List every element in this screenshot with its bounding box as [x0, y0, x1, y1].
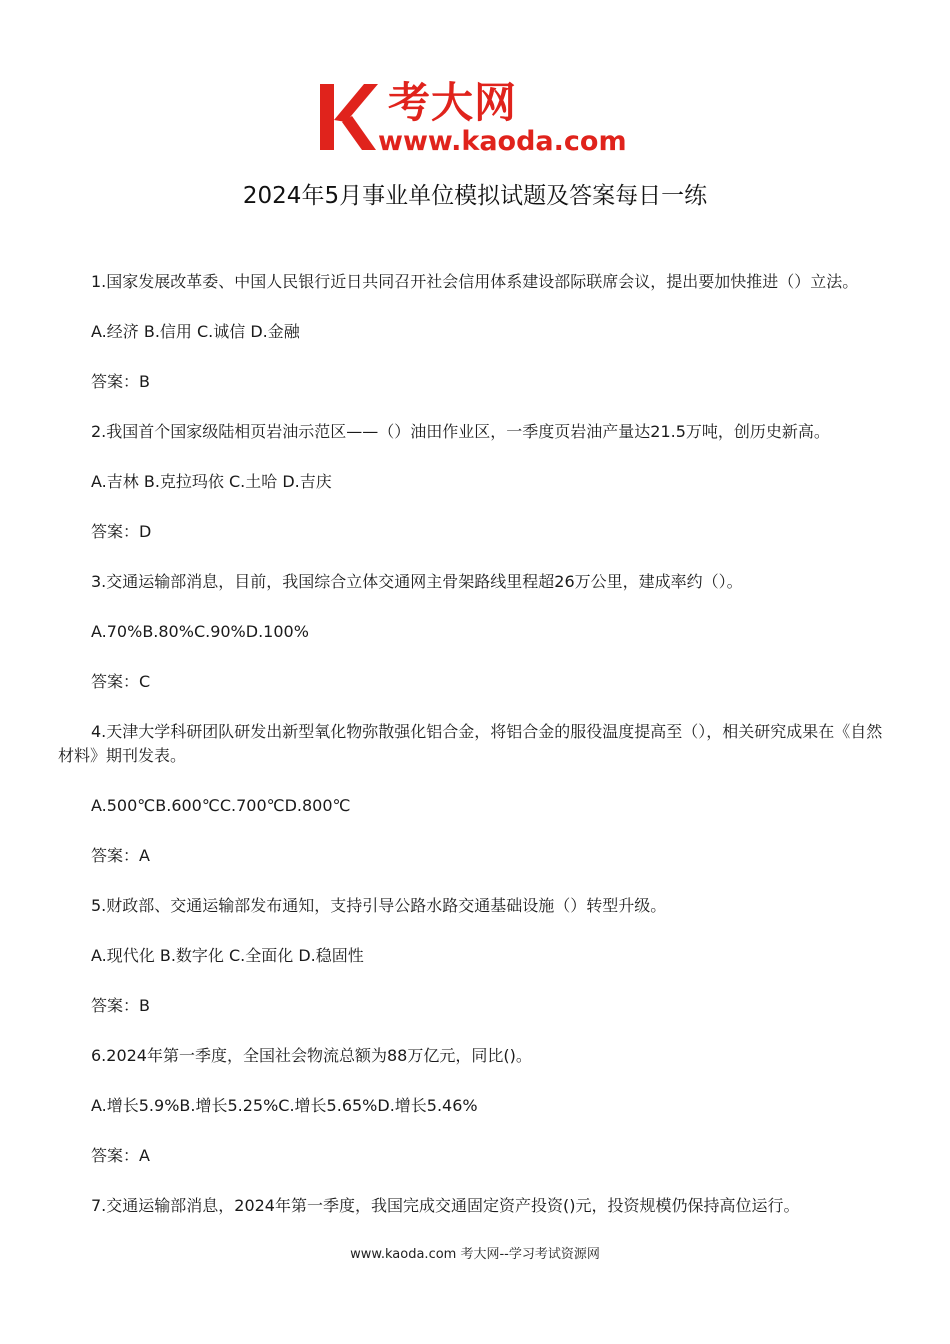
question-text: 6.2024年第一季度，全国社会物流总额为88万亿元，同比()。	[91, 1046, 532, 1065]
question-options: A.现代化 B.数字化 C.全面化 D.稳固性	[91, 946, 364, 965]
question-answer: 答案：D	[91, 522, 152, 541]
logo-brand-name: 考大网	[388, 78, 518, 127]
question-options: A.500℃B.600℃C.700℃D.800℃	[91, 796, 351, 815]
question-text: 4.天津大学科研团队研发出新型氧化物弥散强化铝合金，将铝合金的服役温度提高至（），相关研究成果在《自然材料》期刊发表。	[58, 722, 883, 765]
question-text: 7.交通运输部消息，2024年第一季度，我国完成交通固定资产投资()元，投资规模仍保持高位运行。	[91, 1196, 800, 1215]
question-answer: 答案：A	[91, 846, 150, 865]
question-options: A.增长5.9%B.增长5.25%C.增长5.65%D.增长5.46%	[91, 1096, 478, 1115]
question-answer: 答案：B	[91, 996, 150, 1015]
question-answer: 答案：A	[91, 1146, 150, 1165]
site-logo	[318, 78, 638, 158]
question-answer: 答案：C	[91, 672, 151, 691]
logo-brand-url: www.kaoda.com	[378, 126, 627, 157]
question-text: 3.交通运输部消息，目前，我国综合立体交通网主骨架路线里程超26万公里，建成率约（）。	[91, 572, 743, 591]
page-title: 2024年5月事业单位模拟试题及答案每日一练	[242, 183, 708, 209]
question-text: 2.我国首个国家级陆相页岩油示范区——（）油田作业区，一季度页岩油产量达21.5万吨，创历史新高。	[91, 422, 830, 441]
page-footer: www.kaoda.com 考大网--学习考试资源网	[350, 1247, 600, 1262]
question-options: A.经济 B.信用 C.诚信 D.金融	[91, 322, 300, 341]
question-options: A.70%B.80%C.90%D.100%	[91, 622, 309, 641]
question-text: 5.财政部、交通运输部发布通知，支持引导公路水路交通基础设施（）转型升级。	[91, 896, 667, 915]
question-list	[58, 270, 898, 1244]
question-answer: 答案：B	[91, 372, 150, 391]
question-text: 1.国家发展改革委、中国人民银行近日共同召开社会信用体系建设部际联席会议，提出要加快推进（）立法。	[91, 272, 859, 291]
kaoda-k-logo-icon	[318, 80, 380, 152]
question-options: A.吉林 B.克拉玛依 C.土哈 D.吉庆	[91, 472, 332, 491]
